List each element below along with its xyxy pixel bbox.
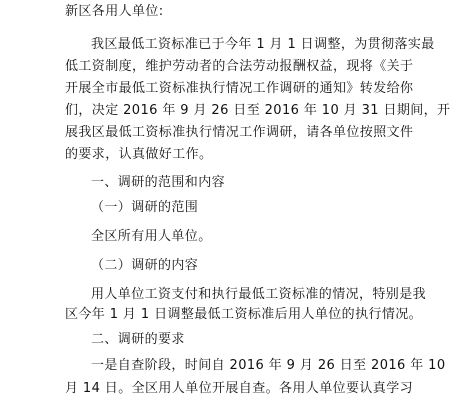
paragraph-line: 低工资制度，维护劳动者的合法劳动报酬权益，现将《关于	[65, 59, 414, 74]
paragraph-line: 的要求，认真做好工作。	[65, 147, 213, 162]
paragraph-line: 月 14 日。全区用人单位开展自查。各用人单位要认真学习	[65, 381, 414, 396]
section-heading: 一、调研的范围和内容	[91, 175, 226, 190]
paragraph-line: 开展全市最低工资标准执行情况工作调研的通知》转发给你	[65, 81, 414, 96]
subsection-heading: （一）调研的范围	[91, 200, 199, 215]
paragraph-line: 们，决定 2016 年 9 月 26 日至 2016 年 10 月 31 日期间，开	[65, 103, 451, 118]
paragraph-line: 展我区最低工资标准执行情况工作调研，请各单位按照文件	[65, 125, 414, 140]
paragraph-line: 用人单位工资支付和执行最低工资标准的情况，特别是我	[91, 287, 427, 302]
paragraph-line: 我区最低工资标准已于今年 1 月 1 日调整，为贯彻落实最	[91, 37, 435, 52]
salutation: 新区各用人单位:	[65, 4, 164, 19]
section-heading: 二、调研的要求	[91, 332, 185, 347]
subsection-heading: （二）调研的内容	[91, 258, 199, 273]
paragraph-line: 区今年 1 月 1 日调整最低工资标准后用人单位的执行情况。	[65, 307, 423, 322]
scope-text: 全区所有用人单位。	[91, 229, 212, 244]
paragraph-line: 一是自查阶段，时间自 2016 年 9 月 26 日至 2016 年 10	[91, 358, 446, 373]
